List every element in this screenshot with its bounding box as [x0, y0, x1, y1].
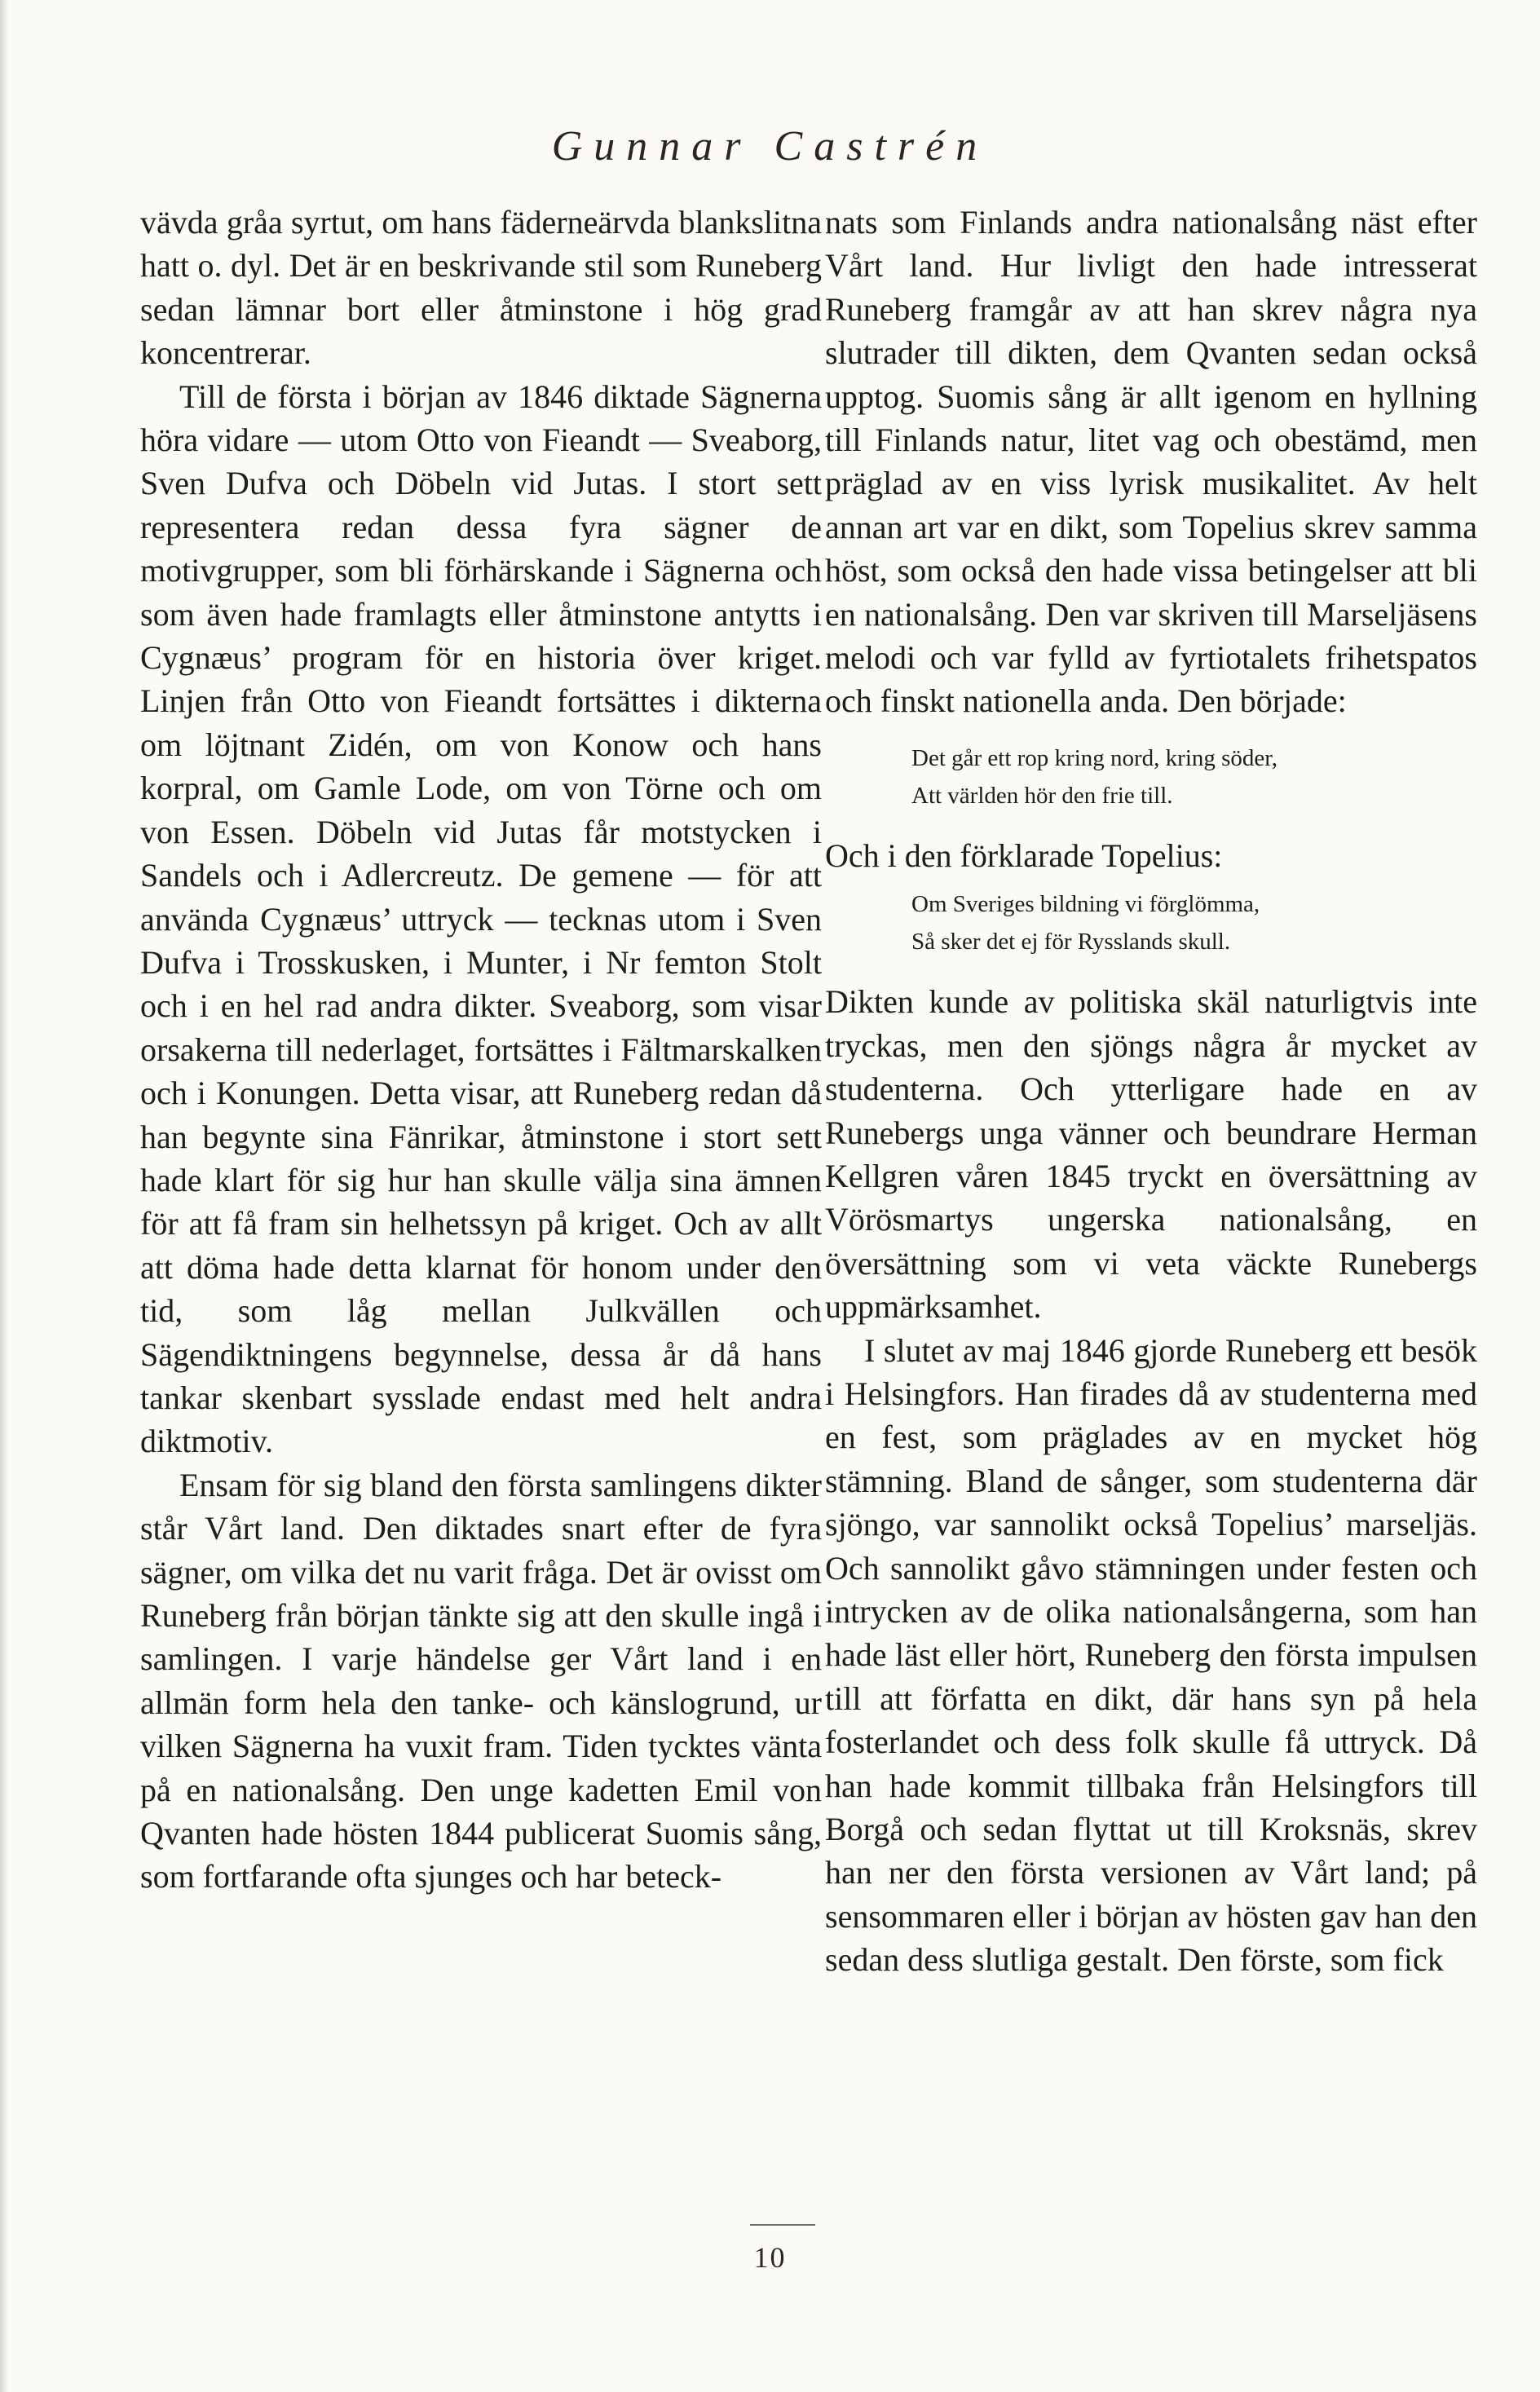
right-paragraph-4: I slutet av maj 1846 gjorde Runeberg ett besök i Helsingfors. Han firades då av studenterna med en fest, som präglades av en mycket hög stämning. Bland de sånger, som studenterna där sjöngo, var sannolikt också Topelius’ marseljäs. Och sannolikt gåvo stämningen under festen och intrycken av de olika nationalsångerna, som han hade läst eller hört, Runeberg den första impulsen till att författa en dikt, där hans syn på hela fosterlandet och dess folk skulle få uttryck. Då han hade kommit tillbaka från Helsingfors till Borgå och sedan flyttat ut till Kroksnäs, skrev han ner den första versionen av Vårt land; på sensommaren eller i början av hösten gav han den sedan dess slutliga gestalt. Den förste, som fick: [825, 1331, 1477, 1979]
verse-line: Om Sveriges bildning vi förglömma,: [911, 891, 1260, 918]
left-paragraph-2: Till de första i början av 1846 diktade Sägnerna höra vidare — utom Otto von Fieandt — Sveaborg, Sven Dufva och Döbeln vid Jutas. I stort sett representera redan dessa fyra sägner de motivgrupper, som bli förhärskande i Sägnerna och som även hade framlagts eller åtminstone antytts i Cygnæus’ program för en historia över kriget. Linjen från Otto von Fieandt fortsättes i dikterna om löjtnant Zidén, om von Konow och hans korpral, om Gamle Lode, om von Törne och om von Essen. Döbeln vid Jutas får motstycken i Sandels och i Adlercreutz. De gemene — för att använda Cygnæus’ uttryck — tecknas utom i Sven Dufva i Trosskusken, i Munter, i Nr femton Stolt och i en hel rad andra dikter. Sveaborg, som visar orsakerna till nederlaget, fortsättes i Fältmarskalken och i Konungen. Detta visar, att Runeberg redan då han begynte sina Fänrikar, åtminstone i stort sett hade klart för sig hur han skulle välja sina ämnen för att få fram sin helhetssyn på kriget. Och av allt att döma hade detta klarnat för honom under den tid, som låg mellan Julkvällen och Sägendiktningens begynnelse, dessa år då hans tankar skenbart sysslade endast med helt andra diktmotiv.: [140, 377, 822, 1460]
right-paragraph-2: Och i den förklarade Topelius:: [825, 836, 1223, 874]
page-number: 10: [753, 2241, 787, 2274]
left-paragraph-1: vävda gråa syrtut, om hans fäderneärvda blankslitna hatt o. dyl. Det är en beskrivande stil som Runeberg sedan lämnar bort eller åtminstone i hög grad koncentrerar.: [140, 204, 822, 372]
left-column: [140, 201, 822, 1899]
page-number-rule: [750, 2224, 815, 2226]
verse-quote-1: [825, 723, 1477, 834]
verse-line: Så sker det ej för Rysslands skull.: [911, 929, 1231, 955]
right-paragraph-1: nats som Finlands andra nationalsång näst efter Vårt land. Hur livligt den hade intresserat Runeberg framgår av att han skrev några nya slutrader till dikten, dem Qvanten sedan också upptog. Suomis sång är allt igenom en hyllning till Finlands natur, litet vag och obestämd, men präglad av en viss lyrisk musikalitet. Av helt annan art var en dikt, som Topelius skrev samma höst, som också den hade vissa betingelser att bli en nationalsång. Den var skriven till Marseljäsens melodi och var fylld av fyrtiotalets frihetspatos och finskt nationella anda. Den började:: [825, 204, 1477, 720]
left-paragraph-3: Ensam för sig bland den första samlingens dikter står Vårt land. Den diktades snart efter de fyra sägner, om vilka det nu varit fråga. Det är ovisst om Runeberg från början tänkte sig att den skulle ingå i samlingen. I varje händelse ger Vårt land i en allmän form hela den tanke- och känslogrund, ur vilken Sägnerna ha vuxit fram. Tiden tycktes vänta på en nationalsång. Den unge kadetten Emil von Qvanten hade hösten 1844 publicerat Suomis sång, som fortfarande ofta sjunges och har beteck-: [140, 1466, 822, 1896]
running-header: Gunnar Castrén: [551, 123, 989, 170]
page-edge: [0, 0, 8, 2392]
verse-line: Det går ett rop kring nord, kring söder,: [911, 744, 1278, 771]
verse-line: Att världen hör den frie till.: [911, 782, 1173, 809]
right-column: [825, 201, 1477, 1982]
verse-quote-2: [825, 877, 1477, 980]
right-paragraph-3: Dikten kunde av politiska skäl naturligtvis inte tryckas, men den sjöngs några år mycket av studenterna. Och ytterligare hade en av Runebergs unga vänner och beundrare Herman Kellgren våren 1845 tryckt en översättning av Vörösmartys ungerska nationalsång, en översättning som vi veta väckte Runebergs uppmärksamhet.: [825, 983, 1477, 1326]
